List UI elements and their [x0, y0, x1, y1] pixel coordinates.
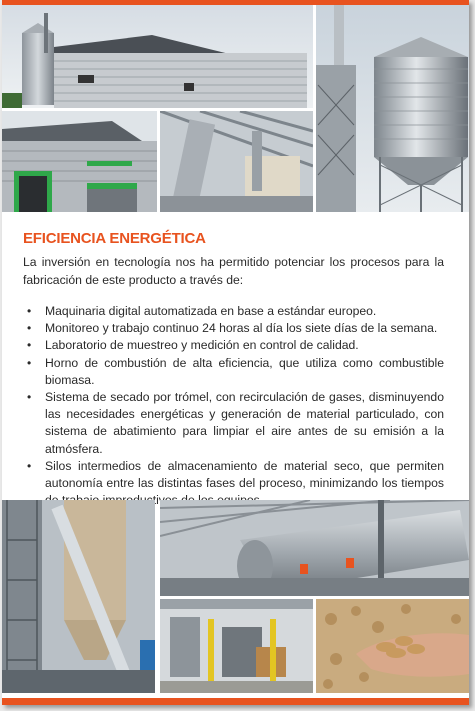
brochure-page [2, 0, 469, 705]
bullet-text: Sistema de secado por trómel, con recirculación de gases, disminuyendo las necesidades energéticas y generación de material particulado, con sistema de abatimiento para limpiar el aire antes de su emisión a la atmósfera. [45, 390, 444, 456]
photo-steel-silo [316, 5, 469, 212]
bullet-icon: • [27, 390, 32, 405]
bullet-icon: • [27, 304, 32, 318]
bullet-list [23, 303, 444, 509]
section-heading: EFICIENCIA ENERGÉTICA [23, 230, 206, 247]
bullet-icon: • [27, 338, 32, 353]
photo-green-door-building [2, 111, 157, 212]
energy-efficiency-section [23, 230, 444, 509]
photo-silo-structure [2, 500, 155, 693]
bullet-item [23, 389, 444, 458]
bullet-text: Horno de combustión de alta eficiencia, que utiliza como combustible biomasa. [45, 355, 444, 387]
bullet-icon: • [27, 321, 32, 336]
photo-conveyor-interior [160, 111, 313, 212]
photo-rotary-dryer [160, 500, 469, 596]
bullet-item [23, 320, 444, 337]
bullet-item [23, 303, 444, 320]
photo-pellet-press-line [160, 599, 313, 693]
photo-wood-pellets-hand [316, 599, 469, 693]
bullet-text: Laboratorio de muestreo y medición en control de calidad. [45, 338, 359, 353]
section-intro: La inversión en tecnología nos ha permitido potenciar los procesos para la fabricación de este producto a través de: [23, 255, 444, 287]
bullet-text: Monitoreo y trabajo continuo 24 horas al día los siete días de la semana. [45, 321, 438, 336]
bullet-icon: • [27, 355, 32, 370]
bullet-icon: • [27, 458, 32, 473]
bullet-text: Silos intermedios de almacenamiento de material seco, que permiten autonomía entre las distintas fases del proceso, minimizando los tiempos [45, 458, 444, 491]
photo-factory-exterior [2, 5, 313, 108]
bullet-text: Maquinaria digital automatizada en base a estándar europeo. [45, 304, 377, 318]
bullet-item [23, 337, 444, 354]
bottom-accent-bar [2, 698, 469, 705]
bullet-item [23, 355, 444, 389]
